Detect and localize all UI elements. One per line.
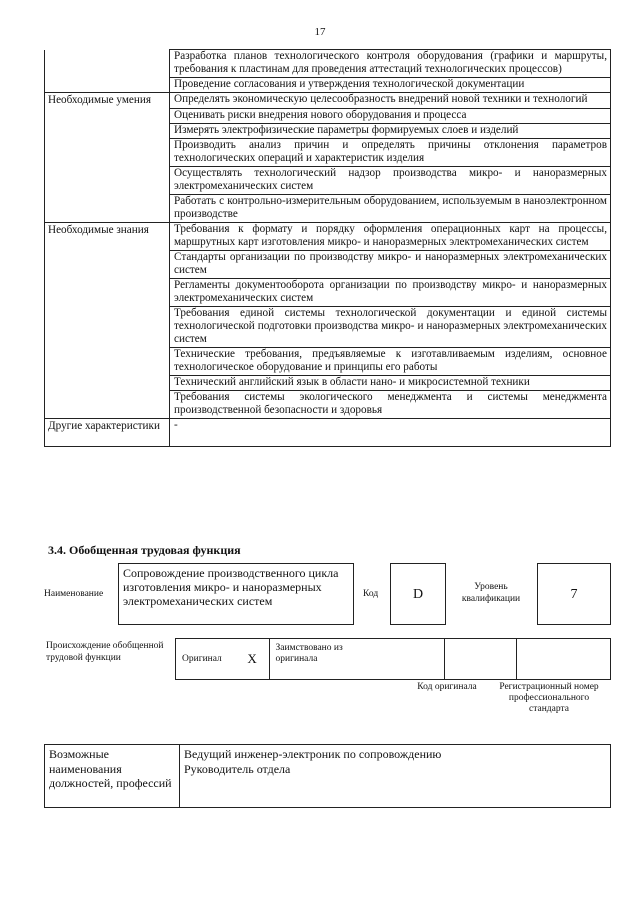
function-code-box: D [390,563,446,625]
row-text: Оценивать риски внедрения нового оборудования и процесса [170,108,611,123]
table-row [45,93,611,109]
row-text: Технический английский язык в области нано- и микросистемной техники [170,375,611,390]
code-label: Код [363,589,379,599]
row-text: Измерять электрофизические параметры формируемых слоев и изделий [170,123,611,138]
row-label [45,50,170,78]
row-label [45,123,170,138]
origin-table [175,638,611,680]
row-label [45,138,170,166]
positions-label: Возможные наименования должностей, профессий [45,745,180,808]
row-text: Регламенты документооборота организации по производству микро- и наноразмерных электромеханических систем [170,278,611,306]
level-label: Уровень квалификации [461,582,521,604]
table-row [45,222,611,250]
table-row [45,278,611,306]
table-row [45,418,611,446]
row-text: Осуществлять технологический надзор производства микро- и наноразмерных электромеханических систем [170,166,611,194]
table-row [45,166,611,194]
original-mark: X [236,639,269,680]
reg-number-cell [516,639,610,680]
section-title: 3.4. Обобщенная трудовая функция [48,543,241,557]
original-label: Оригинал [176,639,236,680]
page-number: 17 [314,26,326,38]
row-text: Проведение согласования и утверждения технологической документации [170,78,611,93]
name-label: Наименование [44,589,104,599]
row-text: Требования единой системы технологической документации и единой системы технологической подготовки производства микро- и наноразмерных электромеханических систем [170,306,611,347]
row-text: Требования системы экологического менеджмента и системы менеджмента производственной безопасности и здоровья [170,390,611,418]
row-label [45,390,170,418]
table-row [45,138,611,166]
origin-label: Происхождение обобщенной трудовой функции [46,641,164,663]
skills-table [44,49,611,447]
table-row [45,375,611,390]
row-label [45,306,170,347]
row-text: Разработка планов технологического контроля оборудования (графики и маршруты, требования к пластинам для проведения аттестаций технологических процессов) [170,50,611,78]
row-label: Необходимые умения [45,93,170,109]
table-row [45,194,611,222]
code-original-cell [444,639,516,680]
row-label: Необходимые знания [45,222,170,250]
borrowed-label: Заимствовано из оригинала [269,639,376,680]
row-label: Другие характеристики [45,418,170,446]
row-text: Стандарты организации по производству микро- и наноразмерных электромеханических систем [170,250,611,278]
table-row [45,390,611,418]
table-row [45,78,611,93]
borrowed-cell [376,639,445,680]
row-text: Определять экономическую целесообразность внедрений новой техники и технологий [170,93,611,109]
function-name-box: Сопровождение производственного цикла изготовления микро- и наноразмерных электромеханических систем [118,563,354,625]
table-row [45,123,611,138]
row-label [45,347,170,375]
qualification-level-box: 7 [537,563,611,625]
row-label [45,78,170,93]
row-label [45,194,170,222]
table-row [45,250,611,278]
row-text: - [170,418,611,446]
reg-number-caption: Регистрационный номер профессионального стандарта [499,682,599,714]
code-original-caption: Код оригинала [417,682,477,692]
row-label [45,166,170,194]
row-label [45,375,170,390]
row-label [45,278,170,306]
table-row [45,347,611,375]
row-text: Технические требования, предъявляемые к изготавливаемым изделиям, основное технологическое оборудование и принципы его работы [170,347,611,375]
table-row [45,306,611,347]
row-text: Работать с контрольно-измерительным оборудованием, используемым в наноэлектронном производстве [170,194,611,222]
position-item: Руководитель отдела [184,761,291,776]
row-text: Требования к формату и порядку оформления операционных карт на процессы, маршрутных карт изготовления микро- и наноразмерных электромеханических систем [170,222,611,250]
row-label [45,108,170,123]
table-row [45,50,611,78]
table-row [45,108,611,123]
positions-table [44,744,611,808]
position-item: Ведущий инженер-электроник по сопровождению [184,747,442,761]
positions-values [180,745,611,808]
row-label [45,250,170,278]
row-text: Производить анализ причин и определять причины отклонения параметров технологических операций и характеристик изделия [170,138,611,166]
